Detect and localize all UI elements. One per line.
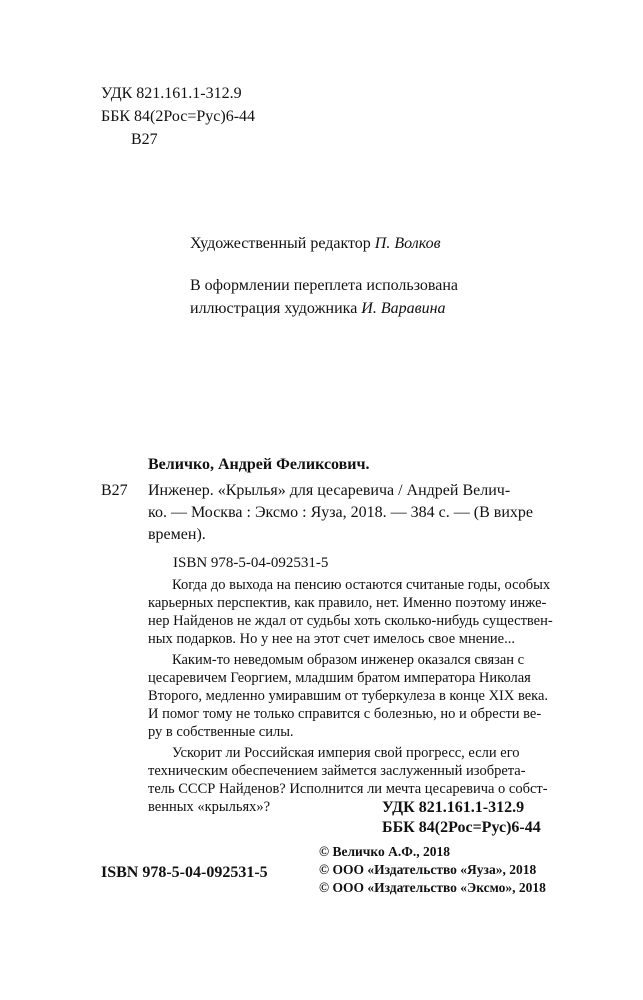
copyright-block	[319, 843, 546, 897]
annotation-line: нер Найденов не ждал от судьбы хоть сколько-нибудь существен-	[148, 613, 553, 629]
bib-description-line: времен).	[148, 526, 206, 543]
annotation-line: Когда до выхода на пенсию остаются считаные годы, особых	[172, 577, 551, 593]
annotation-line: венных «крыльях»?	[148, 799, 271, 815]
annotation-line: ных подарков. Но у нее на этот счет имелось свое мнение...	[148, 631, 515, 647]
annotation-line: ру в собственные силы.	[148, 724, 294, 740]
art-editor-name: П. Волков	[374, 235, 441, 252]
copyright-line: © ООО «Издательство «Яуза», 2018	[319, 862, 537, 877]
bib-isbn: ISBN 978-5-04-092531-5	[173, 555, 329, 571]
annotation-line: Каким-то неведомым образом инженер оказался связан с	[172, 652, 525, 668]
art-editor-line	[190, 233, 441, 255]
annotation-line: И помог тому не только справится с болезнью, но и обрести ве-	[148, 706, 542, 722]
bib-description-line: Инженер. «Крылья» для цесаревича / Андрей Велич-	[148, 482, 511, 499]
bib-description-line: ко. — Москва : Эксмо : Яуза, 2018. — 384 с. — (В вихре	[148, 504, 533, 521]
cover-illustration-label: иллюстрация художника	[190, 300, 358, 317]
annotation-line: Ускорит ли Российская империя свой прогресс, если его	[172, 745, 520, 761]
annotation-line: карьерных перспектив, как правило, нет. Именно поэтому инже-	[148, 595, 547, 611]
cover-line-1: В оформлении переплета использована	[190, 277, 459, 294]
bib-mark: В27	[101, 482, 128, 499]
bottom-bbk: ББК 84(2Рос=Рус)6-44	[382, 819, 541, 836]
copyright-line: © Величко А.Ф., 2018	[319, 844, 450, 859]
annotation-line: техническим обеспечением займется заслуженный изобрета-	[148, 763, 526, 779]
copyright-line: © ООО «Издательство «Эксмо», 2018	[319, 880, 546, 895]
art-editor-label: Художественный редактор	[190, 235, 371, 252]
bottom-udk: УДК 821.161.1-312.9	[382, 799, 525, 816]
annotation-line: цесаревичем Георгием, младшим братом императора Николая	[148, 670, 531, 686]
author-heading: Величко, Андрей Феликсович.	[148, 456, 370, 473]
isbn-bottom: ISBN 978-5-04-092531-5	[101, 864, 268, 881]
cover-illustrator-name: И. Варавина	[361, 300, 446, 317]
cover-line-2	[190, 298, 446, 320]
author-mark: В27	[131, 131, 158, 148]
annotation-line: тель СССР Найденов? Исполнится ли мечта цесаревича о собст-	[148, 781, 548, 797]
bbk-code: ББК 84(2Рос=Рус)6-44	[101, 108, 256, 125]
udk-code: УДК 821.161.1-312.9	[101, 85, 242, 102]
annotation-line: Второго, медленно умиравшим от туберкулеза в конце XIX века.	[148, 688, 549, 704]
